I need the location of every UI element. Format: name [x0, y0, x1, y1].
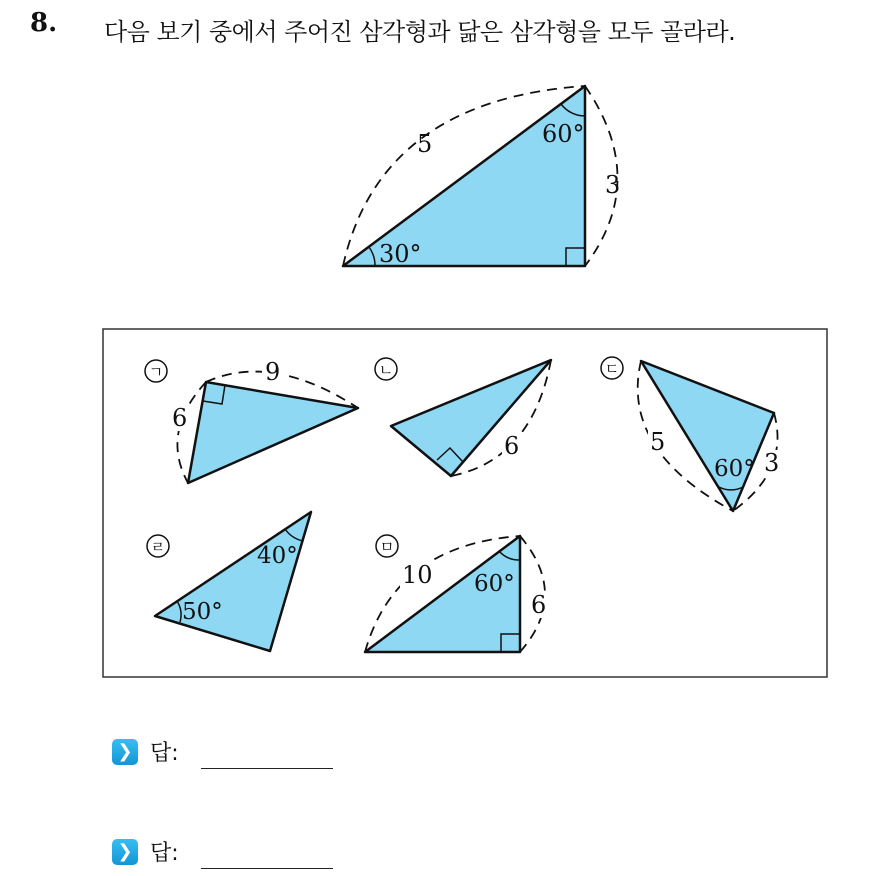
choice-ga-label-6: 6 — [172, 404, 188, 432]
chevron-right-icon: ❯ — [112, 839, 138, 865]
choice-ga-marker: ㄱ — [148, 363, 164, 381]
answer-label-2: 답: — [150, 841, 179, 866]
choice-da-label-3: 3 — [764, 449, 780, 477]
choice-ga-label-9: 9 — [265, 358, 281, 386]
main-side-label: 3 — [605, 171, 621, 199]
choice-da-label-5: 5 — [650, 428, 666, 456]
choice-na-label-6: 6 — [504, 432, 520, 460]
choice-ra — [147, 512, 311, 651]
choice-ma-angle-60: 60° — [474, 571, 515, 597]
chevron-right-icon: ❯ — [112, 739, 138, 765]
choice-ma-label-6: 6 — [531, 591, 547, 619]
choice-ra-angle-50: 50° — [182, 599, 223, 625]
choice-ma-label-10: 10 — [402, 561, 433, 589]
main-hyp-label: 5 — [417, 130, 433, 158]
choice-ma-marker: ㅁ — [379, 538, 395, 556]
choice-na-marker: ㄴ — [378, 361, 394, 379]
choice-ma — [365, 535, 551, 652]
answer-row-1 — [112, 734, 333, 769]
choice-da — [601, 357, 785, 511]
choice-na — [375, 358, 551, 476]
answer-label-1: 답: — [150, 741, 179, 766]
choice-ra-angle-40: 40° — [257, 543, 298, 569]
answer-row-2 — [112, 834, 333, 869]
main-triangle — [343, 86, 620, 268]
answer-input-1[interactable] — [201, 734, 333, 769]
answer-input-2[interactable] — [201, 834, 333, 869]
choice-ga — [145, 358, 358, 483]
main-angle-left: 30° — [379, 240, 422, 268]
choice-ra-marker: ㄹ — [150, 538, 166, 556]
question-text: 다음 보기 중에서 주어진 삼각형과 닮은 삼각형을 모두 골라라. — [104, 18, 736, 46]
choice-da-marker: ㄷ — [604, 360, 620, 378]
choice-da-angle: 60° — [714, 456, 755, 482]
question-number: 8. — [30, 8, 58, 38]
main-angle-top: 60° — [542, 120, 585, 148]
